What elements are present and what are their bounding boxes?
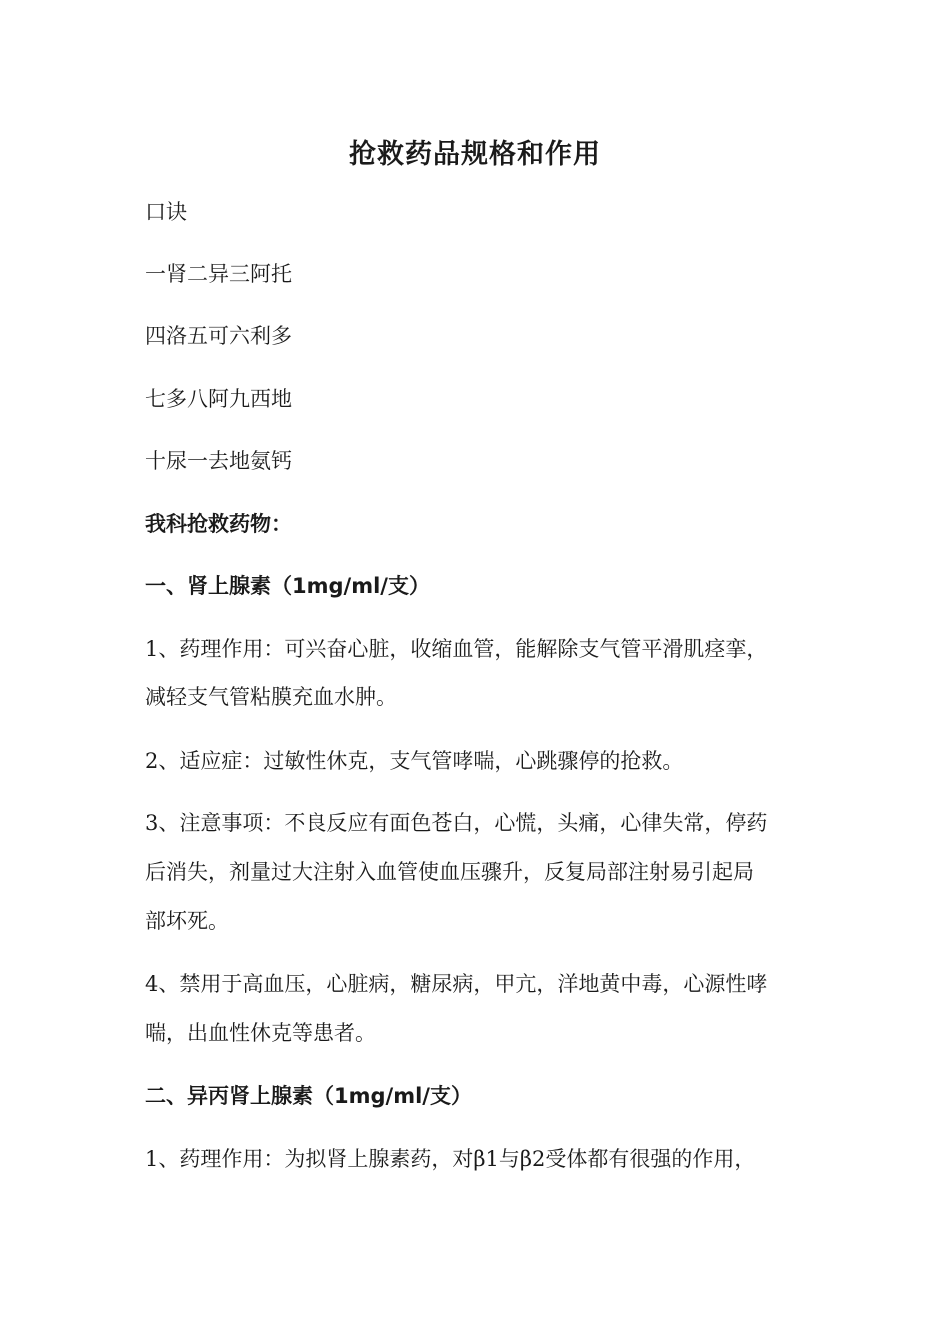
drug1-para2-line1: 2、适应症：过敏性休克，支气管哮喘，心跳骤停的抢救。 — [145, 749, 684, 773]
section-heading: 我科抢救药物： — [145, 512, 292, 536]
page-title: 抢救药品规格和作用 — [349, 139, 601, 170]
drug1-para4-line1: 4、禁用于高血压，心脏病，糖尿病，甲亢，洋地黄中毒，心源性哮 — [145, 972, 768, 996]
drug1-heading: 一、肾上腺素（1mg/ml/支） — [145, 574, 430, 598]
drug1-para1-line1: 1、药理作用：可兴奋心脏，收缩血管，能解除支气管平滑肌痉挛， — [145, 637, 768, 661]
drug1-para3-line1: 3、注意事项：不良反应有面色苍白，心慌，头痛，心律失常，停药 — [145, 811, 768, 835]
drug1-para1-line2: 减轻支气管粘膜充血水肿。 — [145, 685, 397, 709]
mnemonic-line-2: 四洛五可六利多 — [145, 324, 292, 348]
mnemonic-heading: 口诀 — [145, 200, 187, 224]
mnemonic-line-4: 十尿一去地氨钙 — [145, 449, 292, 473]
drug1-para3-line2: 后消失，剂量过大注射入血管使血压骤升，反复局部注射易引起局 — [145, 860, 754, 884]
drug1-para4-line2: 喘，出血性休克等患者。 — [145, 1021, 376, 1045]
drug2-heading: 二、异丙肾上腺素（1mg/ml/支） — [145, 1084, 472, 1108]
mnemonic-line-3: 七多八阿九西地 — [145, 387, 292, 411]
drug1-para3-line3: 部坏死。 — [145, 909, 229, 933]
drug2-para1-line1: 1、药理作用：为拟肾上腺素药，对β1与β2受体都有很强的作用， — [145, 1147, 756, 1171]
mnemonic-line-1: 一肾二异三阿托 — [145, 262, 292, 286]
